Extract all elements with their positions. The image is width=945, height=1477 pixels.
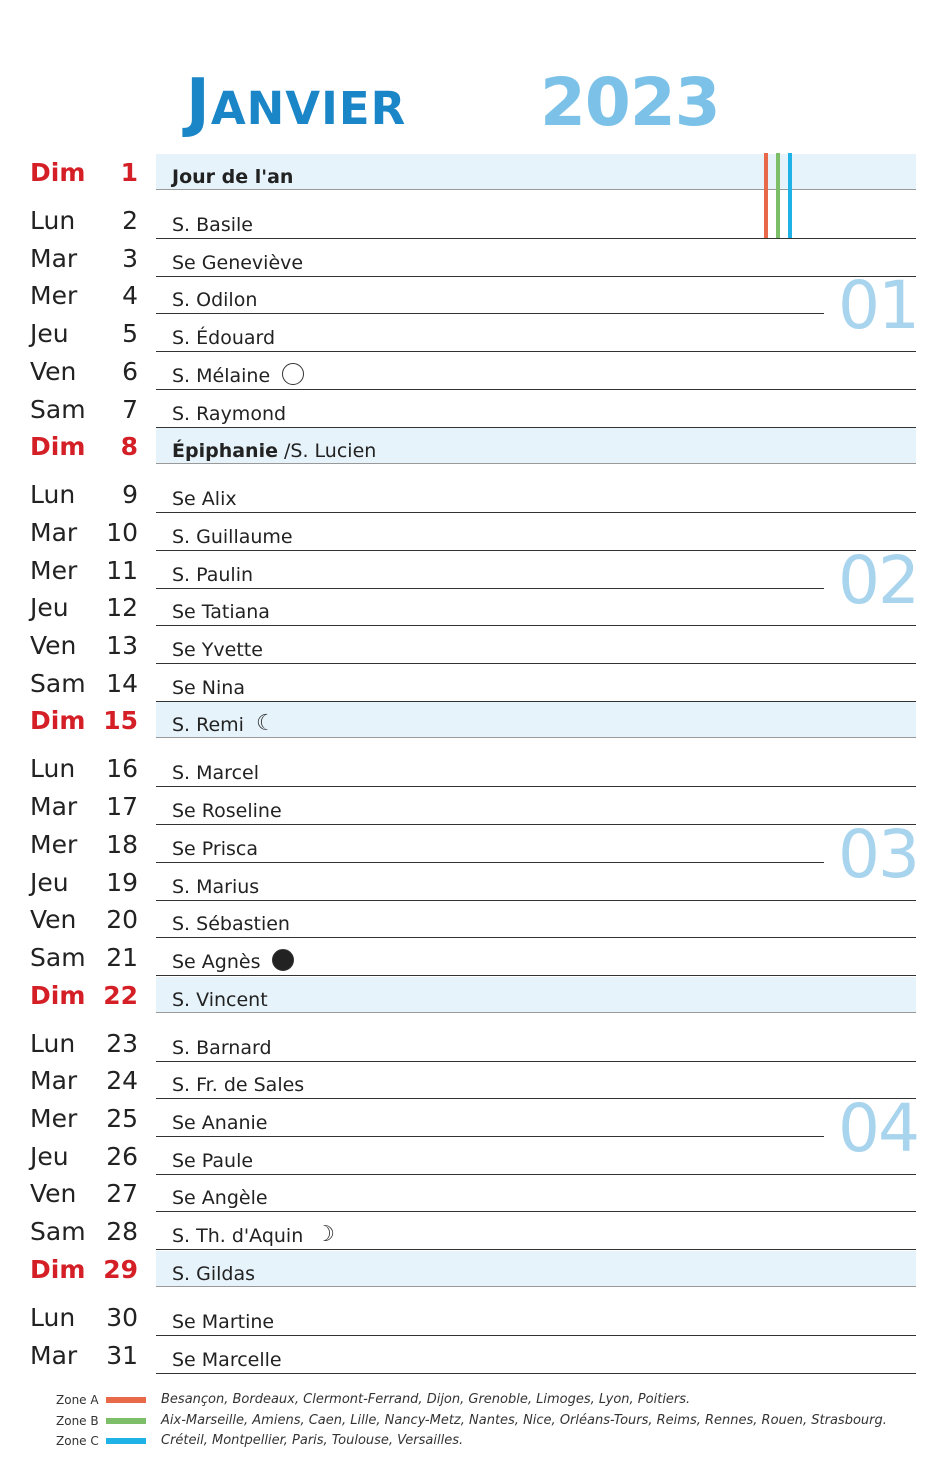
day-name: Mer xyxy=(30,1104,78,1133)
row-line xyxy=(156,900,916,901)
saint-name xyxy=(172,487,237,511)
day-name: Dim xyxy=(30,158,86,187)
zone-legend-row xyxy=(56,1392,936,1410)
row-line xyxy=(156,862,824,863)
day-number: 11 xyxy=(106,555,138,585)
zone-swatch xyxy=(106,1438,146,1444)
saint-text: S. Raymond xyxy=(172,402,287,425)
day-number: 31 xyxy=(106,1340,138,1370)
day-name: Sam xyxy=(30,1217,86,1247)
saint-text: S. Mélaine xyxy=(172,364,271,387)
saint-name xyxy=(172,638,263,662)
feast-name: Épiphanie xyxy=(172,440,278,463)
row-line xyxy=(156,824,916,825)
day-name: Mar xyxy=(30,243,78,273)
zone-cities: Créteil, Montpellier, Paris, Toulouse, Versailles. xyxy=(161,1433,464,1448)
zone-cities: Besançon, Bordeaux, Clermont-Ferrand, Dijon, Grenoble, Limoges, Lyon, Poitiers. xyxy=(161,1392,691,1407)
day-number: 30 xyxy=(106,1302,138,1332)
day-number: 20 xyxy=(106,905,138,935)
saint-text: S. Odilon xyxy=(172,289,258,312)
day-name: Jeu xyxy=(30,319,69,349)
saint-text: Se Ananie xyxy=(172,1112,268,1134)
saint-text: S. Fr. de Sales xyxy=(172,1074,305,1097)
saint-text: S. Paulin xyxy=(172,563,254,586)
calendar-header xyxy=(0,66,945,146)
day-number: 23 xyxy=(106,1028,138,1058)
day-number: 7 xyxy=(122,394,138,424)
day-name: Lun xyxy=(30,206,76,235)
saint-name xyxy=(172,326,275,350)
month-title: Janvier xyxy=(186,66,407,140)
day-name: Lun xyxy=(30,754,76,784)
saint-text: Se Prisca xyxy=(172,837,258,860)
saint-text: S. Guillaume xyxy=(172,525,293,548)
day-name: Dim xyxy=(30,706,86,736)
day-number: 13 xyxy=(106,631,138,660)
row-line xyxy=(156,238,916,239)
saint-name xyxy=(172,1224,337,1248)
row-line xyxy=(156,1098,916,1099)
row-line xyxy=(156,1174,916,1175)
saint-name xyxy=(172,213,253,237)
row-line xyxy=(156,512,916,513)
row-line xyxy=(156,550,916,551)
saint-name xyxy=(172,288,257,312)
row-line xyxy=(156,625,916,626)
saint-text: S. Remi xyxy=(172,714,244,737)
saint-name xyxy=(172,761,259,785)
saint-name xyxy=(172,837,258,861)
day-name: Sam xyxy=(30,942,86,972)
moon-full-icon xyxy=(282,363,304,385)
day-name: Jeu xyxy=(30,1141,69,1171)
saint-name xyxy=(172,950,294,974)
zone-legend-row xyxy=(56,1433,936,1451)
day-number: 6 xyxy=(122,356,138,386)
saint-text: S. Marcel xyxy=(172,762,259,785)
day-number: 22 xyxy=(103,980,138,1010)
day-number: 3 xyxy=(122,243,138,273)
day-name: Ven xyxy=(30,631,77,660)
saint-name xyxy=(172,1310,274,1334)
week-number: 04 xyxy=(838,1090,918,1167)
day-name: Mer xyxy=(30,281,78,311)
saint-text: S. Gildas xyxy=(172,1262,256,1285)
saint-name xyxy=(172,525,293,549)
day-number: 15 xyxy=(103,706,138,736)
row-line xyxy=(156,1335,916,1336)
saint-name xyxy=(172,912,290,936)
saint-name xyxy=(172,402,286,426)
zone-label: Zone A xyxy=(56,1393,99,1407)
saint-text: Se Nina xyxy=(172,676,245,699)
day-number: 4 xyxy=(122,281,138,311)
day-number: 21 xyxy=(106,942,138,972)
row-line xyxy=(156,313,824,314)
zone-c-bar xyxy=(788,153,792,238)
saint-name xyxy=(172,676,245,700)
saint-text: S. Marius xyxy=(172,875,260,898)
saint-name xyxy=(172,251,303,275)
saint-text: S. Vincent xyxy=(172,988,268,1011)
day-number: 28 xyxy=(106,1217,138,1247)
row-line xyxy=(156,351,916,352)
day-name: Mar xyxy=(30,1340,78,1370)
saint-text: Se Agnès xyxy=(172,950,261,973)
day-number: 10 xyxy=(106,517,138,547)
day-name: Ven xyxy=(30,1179,77,1209)
week-number: 02 xyxy=(838,541,918,619)
day-name: Mer xyxy=(30,555,78,585)
day-name: Jeu xyxy=(30,593,69,623)
saint-name xyxy=(172,1149,253,1173)
saint-name xyxy=(172,713,278,737)
day-name: Dim xyxy=(30,1254,86,1284)
day-name: Ven xyxy=(30,905,77,935)
feast-name: Jour de l'an xyxy=(172,166,294,188)
day-name: Dim xyxy=(30,432,86,462)
row-line xyxy=(156,276,916,277)
saint-text: S. Édouard xyxy=(172,327,276,350)
day-number: 18 xyxy=(106,829,138,859)
day-name: Mer xyxy=(30,829,78,859)
zone-label: Zone C xyxy=(56,1434,99,1448)
day-name: Sam xyxy=(30,394,86,424)
year-title: 2023 xyxy=(540,64,720,141)
day-number: 2 xyxy=(122,206,138,235)
moon-first-quarter-icon xyxy=(315,1224,337,1246)
zone-swatch xyxy=(106,1418,146,1424)
saint-name xyxy=(172,1348,282,1372)
saint-name xyxy=(172,1111,267,1135)
saint-name xyxy=(172,165,293,189)
saint-name xyxy=(172,799,282,823)
zone-b-bar xyxy=(776,153,780,238)
day-name: Dim xyxy=(30,980,86,1010)
zone-a-bar xyxy=(764,153,768,238)
row-line xyxy=(156,786,916,787)
saint-text: S. Sébastien xyxy=(172,913,290,936)
saint-text: Se Tatiana xyxy=(172,601,270,624)
day-number: 12 xyxy=(106,593,138,623)
saint-text: S. Th. d'Aquin xyxy=(172,1225,304,1248)
row-line xyxy=(156,1211,916,1212)
day-number: 17 xyxy=(106,792,138,822)
saint-text: Se Yvette xyxy=(172,639,263,661)
saint-text: Se Martine xyxy=(172,1310,275,1333)
row-line xyxy=(156,937,916,938)
saint-text: Se Roseline xyxy=(172,800,282,823)
day-name: Mar xyxy=(30,1066,78,1096)
day-number: 5 xyxy=(122,319,138,349)
day-number: 1 xyxy=(120,158,138,187)
day-number: 25 xyxy=(106,1104,138,1133)
saint-text: Se Marcelle xyxy=(172,1348,282,1371)
saint-name xyxy=(172,1073,304,1097)
day-name: Ven xyxy=(30,356,77,386)
saint-text: S. Barnard xyxy=(172,1036,272,1059)
day-number: 16 xyxy=(106,754,138,784)
row-line xyxy=(156,1136,824,1137)
moon-new-icon xyxy=(272,949,294,971)
saint-name xyxy=(172,1036,272,1060)
sunday-highlight xyxy=(156,977,916,1013)
day-number: 8 xyxy=(120,432,138,462)
day-name: Jeu xyxy=(30,867,69,897)
row-line xyxy=(156,1061,916,1062)
day-name: Lun xyxy=(30,1028,76,1058)
day-number: 24 xyxy=(106,1066,138,1096)
saint-text: Se Angèle xyxy=(172,1187,268,1210)
zone-swatch xyxy=(106,1397,146,1403)
saint-name xyxy=(172,1262,255,1286)
day-name: Lun xyxy=(30,480,76,510)
saint-name xyxy=(172,1186,268,1210)
saint-text: /S. Lucien xyxy=(277,440,377,463)
saint-name xyxy=(172,875,259,899)
day-name: Sam xyxy=(30,668,86,698)
zone-label: Zone B xyxy=(56,1413,99,1428)
day-number: 27 xyxy=(106,1179,138,1209)
row-line xyxy=(156,663,916,664)
row-line xyxy=(156,1373,916,1374)
day-name: Mar xyxy=(30,517,78,547)
day-number: 26 xyxy=(106,1141,138,1171)
saint-text: Se Geneviève xyxy=(172,251,304,274)
day-name: Lun xyxy=(30,1302,76,1332)
row-line xyxy=(156,588,824,589)
saint-name xyxy=(172,988,268,1012)
saint-text: S. Basile xyxy=(172,214,253,236)
zone-cities: Aix-Marseille, Amiens, Caen, Lille, Nancy-Metz, Nantes, Nice, Orléans-Tours, Reims, Rennes, Rouen, Strasbourg. xyxy=(161,1412,887,1428)
moon-last-quarter-icon xyxy=(256,713,278,735)
saint-name xyxy=(172,439,376,463)
saint-name xyxy=(172,364,304,388)
saint-text: Se Paule xyxy=(172,1149,254,1172)
day-number: 19 xyxy=(106,867,138,897)
row-line xyxy=(156,389,916,390)
day-name: Mar xyxy=(30,792,78,822)
zone-legend-row xyxy=(56,1413,936,1431)
week-number: 01 xyxy=(838,267,918,345)
saint-name xyxy=(172,563,253,587)
sunday-highlight xyxy=(156,1251,916,1287)
day-number: 9 xyxy=(122,480,138,510)
week-number: 03 xyxy=(838,815,918,893)
day-number: 29 xyxy=(103,1254,138,1284)
saint-name xyxy=(172,600,270,624)
day-number: 14 xyxy=(106,668,138,698)
saint-text: Se Alix xyxy=(172,488,237,511)
